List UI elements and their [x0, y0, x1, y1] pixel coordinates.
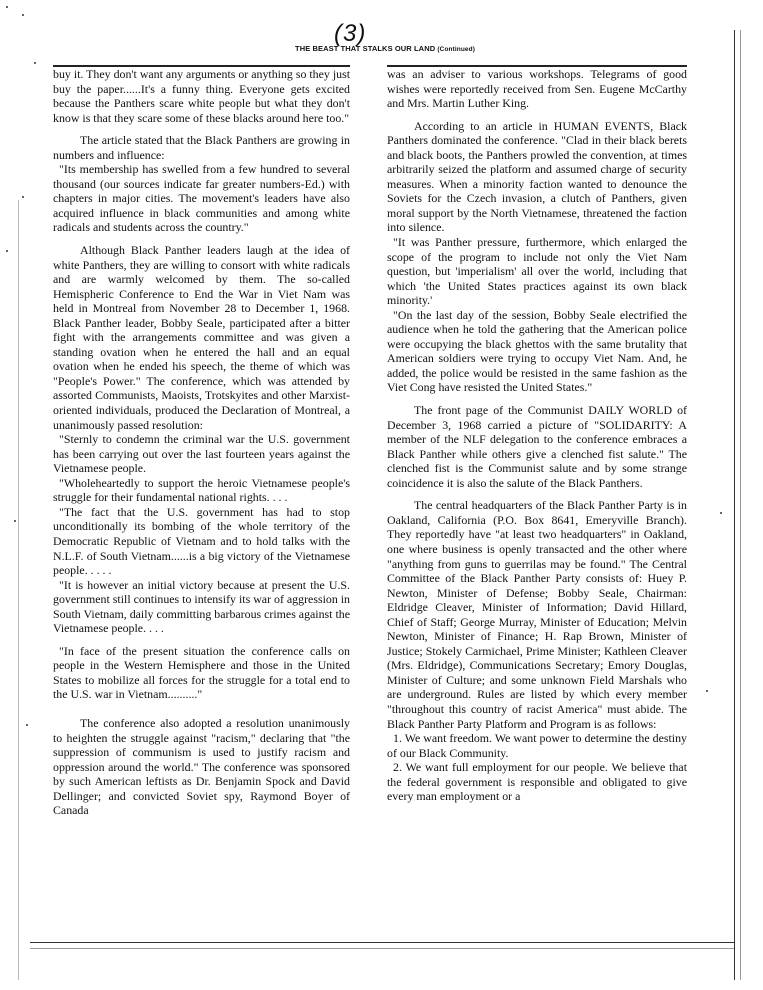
paragraph: Although Black Panther leaders laugh at the idea of white Panthers, they are willing to consort with white radicals and are warmly welcomed by them. The so-called Hemispheric Conference to End the War in Viet Nam was held in Montreal from November 28 to December 1, 1968. Black Panther leader, Bobby Seale, participated after a bitter fight with the arrangements committee and was given a standing ovation when he entered the hall and an equal ovation when he ended his speech, the theme of which was "People's Power." The conference, which was attended by assorted Communists, Maoists, Trotskyites and other Marxist-oriented individuals, produced the Declaration of Montreal, a unanimously passed resolution: [53, 243, 350, 432]
paragraph: buy it. They don't want any arguments or anything so they just buy the paper......It's a funny thing. Everyone gets excited because the Panthers scare white people but what they don't know is that they scare some of these blacks around here too." [53, 67, 350, 125]
platform-item: 1. We want freedom. We want power to determine the destiny of our Black Community. [387, 731, 687, 760]
quote-paragraph: "In face of the present situation the conference calls on people in the Western Hemisphere and those in the United States to mobilize all forces for the struggle for a total end to the U.S. war in Vietnam.........." [53, 643, 350, 702]
quote-paragraph: "On the last day of the session, Bobby Seale electrified the audience when he told the gathering that the American police were occupying the black ghettos with the same brutality that American soldiers were trying to occupy Viet Nam. And, he added, the police would be resisted in the same fashion as the Viet Cong have resisted the United States." [387, 307, 687, 395]
paragraph: According to an article in HUMAN EVENTS, Black Panthers dominated the conference. "Clad in their black berets and black boots, the Panthers prowled the convention, at times arbitrarily seized the platform and assumed charge of security measures. When a minority faction wanted to denounce the Soviets for the Czech invasion, a clutch of Panthers, given moral support by the North Vietnamese, threatened the faction into silence. [387, 118, 687, 235]
scan-edge-line [734, 30, 735, 980]
paragraph: The central headquarters of the Black Panther Party is in Oakland, California (P.O. Box 8641, Emeryville Branch). They reportedly have "at least two headquarters" in Oakland, one where business is openly transacted and the other where "anything from guns to guerrilas may be found." The Central Committee of the Black Panther Party consists of: Huey P. Newton, Minister of Defense; Bobby Seale, Chairman: Eldridge Cleaver, Minister of Information; David Hillard, Chief of Staff; George Murray, Minister of Education; Melvin Newton, Minister of Finance; H. Rap Brown, Minister of Justice; Stokely Carmichael, Prime Minister; Kathleen Cleaver (Mrs. Eldridge), Communications Secretary; Emory Douglas, Minister of Culture; and some unknown Field Marshals who are underground. Rules are listed by which every member "throughout this country of racist America" must abide. The Black Panther Party Platform and Program is as follows: [387, 498, 687, 731]
paragraph: was an adviser to various workshops. Telegrams of good wishes were reportedly received from Sen. Eugene McCarthy and Mrs. Martin Luther King. [387, 67, 687, 111]
running-head-continued: (Continued) [437, 46, 475, 53]
scan-speck [22, 14, 24, 16]
paragraph: The conference also adopted a resolution unanimously to heighten the struggle against "racism," declaring that "the suppression of communism is used to justify racism and oppression around the world." The conference was sponsored by such American leftists as Dr. Benjamin Spock and David Dellinger; and convicted Soviet spy, Raymond Boyer of Canada [53, 715, 350, 818]
left-column [53, 67, 350, 818]
scan-speck [706, 690, 708, 692]
platform-item: 2. We want full employment for our people. We believe that the federal government is responsible and obligated to give every man employment or a [387, 760, 687, 804]
paragraph: The front page of the Communist DAILY WORLD of December 3, 1968 carried a picture of "SOLIDARITY: A member of the NLF delegation to the conference embraces a Black Panther while others give a clenched fist salute." The clenched fist is the Communist salute and by some strange coincidence it is also the salute of the Black Panthers. [387, 403, 687, 490]
paragraph: The article stated that the Black Panthers are growing in numbers and influence: [53, 133, 350, 162]
scan-left-edge [18, 200, 19, 980]
scan-speck [720, 512, 722, 514]
quote-paragraph: "Sternly to condemn the criminal war the U.S. government has been carrying out over the last fourteen years against the Vietnamese people. [53, 432, 350, 476]
quote-paragraph: "It was Panther pressure, furthermore, which enlarged the scope of the program to include not only the Viet Nam question, but 'imperialism' all over the world, including that which 'the United States practices against its own black minority.' [387, 235, 687, 308]
scan-bottom-line [30, 942, 735, 943]
quote-paragraph: "The fact that the U.S. government has had to stop unconditionally its bombing of the whole territory of the Democratic Republic of Vietnam and to hold talks with the N.L.F. of South Vietnam......is a big victory of the Vietnamese people. . . . . [53, 504, 350, 578]
right-column [387, 67, 687, 804]
scan-speck [14, 520, 16, 522]
running-head-title: THE BEAST THAT STALKS OUR LAND [295, 44, 436, 53]
scan-speck [26, 724, 28, 726]
page-number: (3) [334, 20, 367, 47]
quote-paragraph: "Wholeheartedly to support the heroic Vietnamese people's struggle for their fundamental national rights. . . . [53, 475, 350, 505]
scan-speck [22, 196, 24, 198]
scan-speck [34, 62, 36, 64]
running-head [265, 44, 505, 53]
scan-speck [6, 250, 8, 252]
scan-bottom-line [30, 948, 735, 949]
scan-edge-line [740, 30, 741, 980]
quote-paragraph: "It is however an initial victory because at present the U.S. government still continues to intensify its war of aggression in South Vietnam, daily committing barbarous crimes against the Vietnamese people. . . . [53, 577, 350, 636]
quote-paragraph: "Its membership has swelled from a few hundred to several thousand (our sources indicate far greater numbers-Ed.) with chapters in major cities. The movement's leaders have also acquired influence in black communities and among white radicals and students across the country." [53, 162, 350, 235]
scan-speck [6, 6, 8, 8]
